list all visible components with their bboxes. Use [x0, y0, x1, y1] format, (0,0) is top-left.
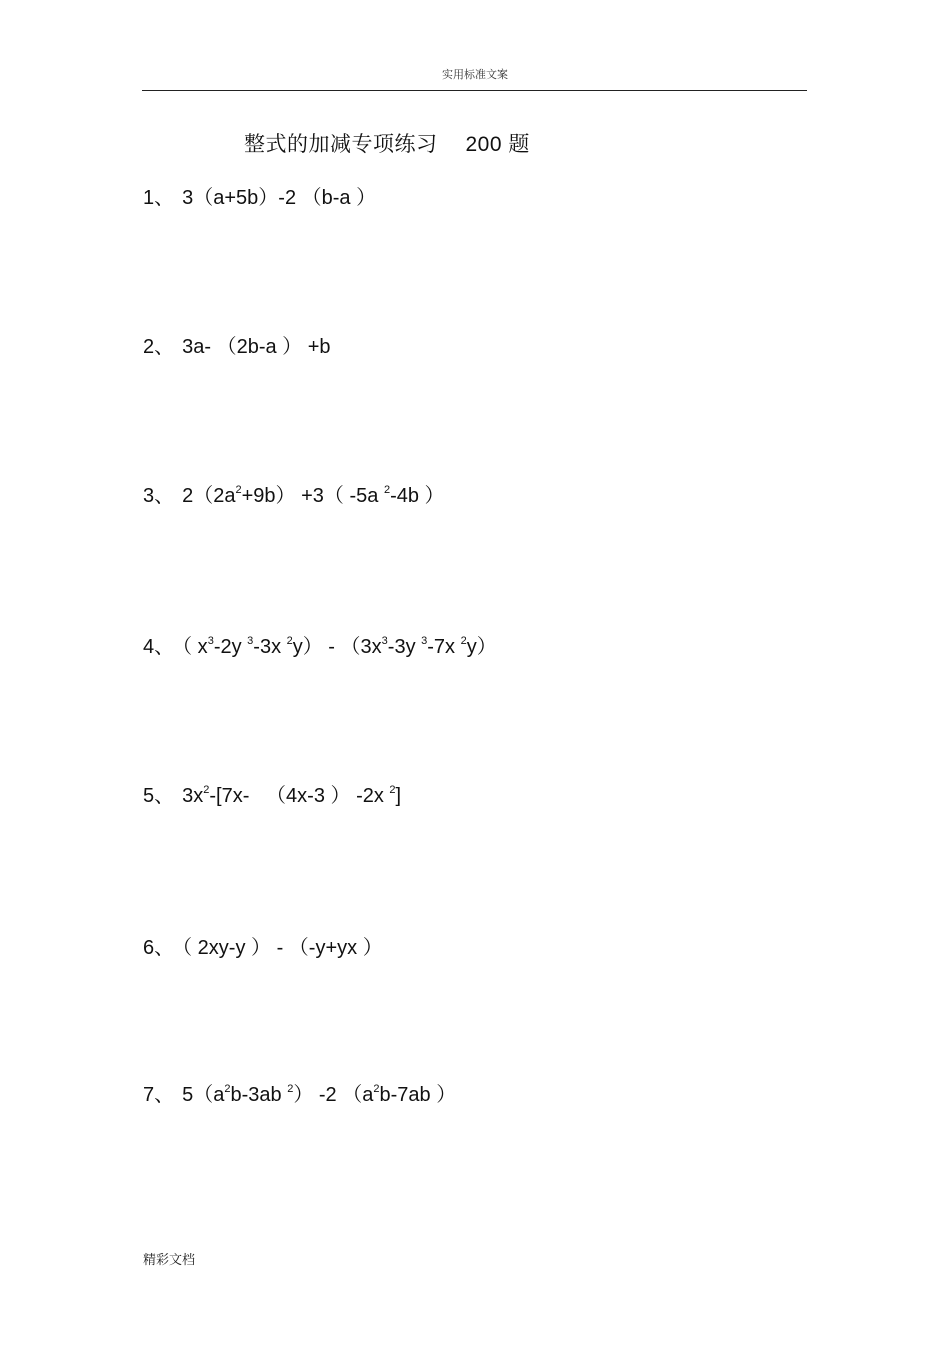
expr-part: -4b ） — [390, 485, 445, 507]
expr-part: 5（a — [182, 1084, 225, 1106]
problem-index: 6、 — [143, 937, 175, 959]
problem-index: 7、 — [143, 1084, 175, 1106]
expr-part: +9b） +3（ -5a — [241, 485, 384, 507]
expr-part: 3x — [182, 785, 204, 807]
exponent: 3 — [381, 635, 388, 647]
exponent: 2 — [287, 1083, 294, 1095]
title-count: 200 题 — [465, 133, 530, 156]
problem-5 — [143, 779, 401, 808]
expr-part: 2（2a — [182, 485, 236, 507]
problem-6 — [143, 931, 383, 960]
problem-index: 5、 — [143, 785, 175, 807]
exponent: 2 — [203, 784, 210, 796]
exponent: 3 — [207, 635, 214, 647]
exponent: 2 — [383, 484, 391, 496]
expr-part: （ x — [182, 636, 208, 658]
header-rule — [142, 90, 807, 91]
expr-part: -3y — [387, 636, 422, 658]
expr-part: b-7ab ） — [379, 1084, 457, 1106]
exponent: 2 — [235, 484, 242, 496]
page-footer: 精彩文档 — [143, 1253, 196, 1268]
expr-part: 3（a+5b）-2 （b-a ） — [182, 187, 377, 209]
problem-2 — [143, 330, 331, 359]
expr-part: y） — [466, 636, 497, 658]
problem-7 — [143, 1078, 456, 1107]
expr-part: ） -2 （a — [293, 1084, 374, 1106]
problem-index: 1、 — [143, 187, 175, 209]
expr-part: b-3ab — [230, 1084, 288, 1106]
problem-1 — [143, 181, 376, 210]
expr-part: ] — [395, 785, 402, 807]
expr-part: 3a- （2b-a ） +b — [182, 336, 331, 358]
expr-part: （ 2xy-y ） - （-y+yx ） — [182, 937, 383, 959]
worksheet-title — [244, 128, 530, 158]
exponent: 3 — [421, 635, 428, 647]
exponent: 2 — [224, 1083, 231, 1095]
expr-part: -7x — [427, 636, 461, 658]
expr-part: -3x — [253, 636, 287, 658]
expr-part: -[7x- （4x-3 ） -2x — [209, 785, 390, 807]
title-text: 整式的加减专项练习 — [244, 132, 438, 156]
expr-part: y） - （3x — [292, 636, 382, 658]
exponent: 2 — [389, 784, 396, 796]
problem-4 — [143, 630, 497, 659]
problem-index: 2、 — [143, 336, 175, 358]
exponent: 2 — [373, 1083, 380, 1095]
problem-3 — [143, 479, 445, 508]
exponent: 2 — [286, 635, 293, 647]
exponent: 2 — [460, 635, 467, 647]
problem-index: 4、 — [143, 636, 175, 658]
expr-part: -2y — [213, 636, 248, 658]
exponent: 3 — [247, 635, 254, 647]
page-header: 实用标准文案 — [442, 68, 508, 81]
problem-index: 3、 — [143, 485, 175, 507]
